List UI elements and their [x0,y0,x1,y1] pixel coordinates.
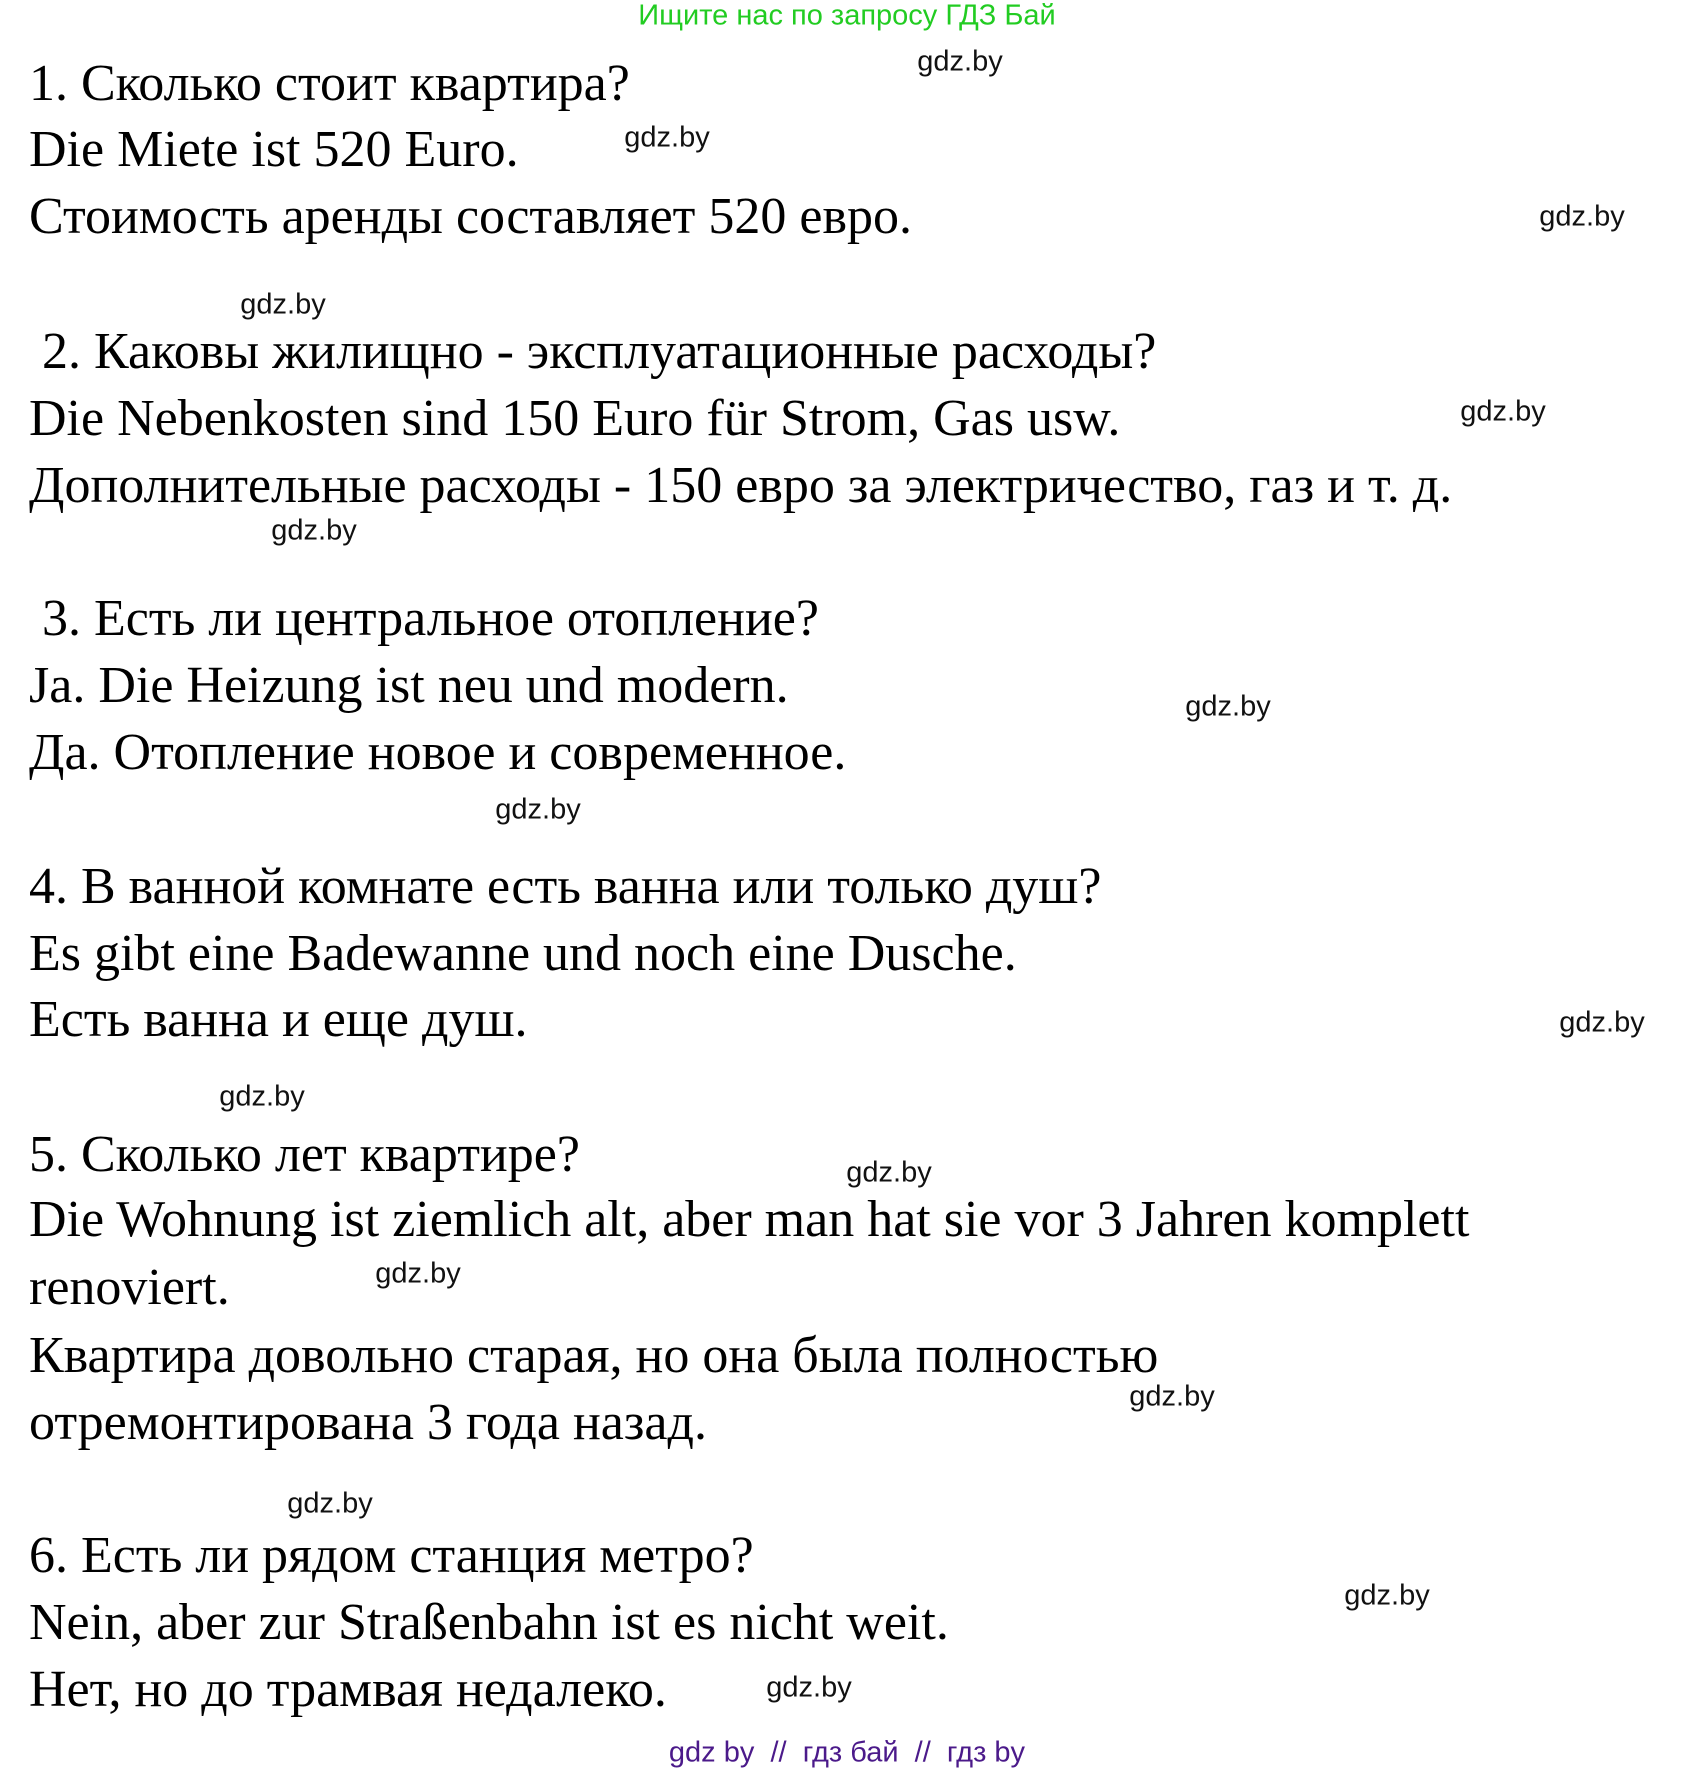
question: 2. Каковы жилищно - эксплуатационные расходы? [29,323,1157,380]
watermark: gdz.by [846,1156,932,1189]
answer-ru: Да. Отопление новое и современное. [29,724,847,781]
answer-de: Ja. Die Heizung ist neu und modern. [29,657,789,714]
answer-de: renoviert. [29,1259,230,1316]
watermark: gdz.by [917,45,1003,78]
question: 1. Сколько стоит квартира? [29,55,630,112]
watermark: gdz.by [240,288,326,321]
answer-ru: Стоимость аренды составляет 520 евро. [29,188,913,245]
question: 3. Есть ли центральное отопление? [29,590,819,647]
question: 4. В ванной комнате есть ванна или только душ? [29,858,1102,915]
answer-ru: Есть ванна и еще душ. [29,991,528,1048]
watermark: gdz.by [624,121,710,154]
watermark: gdz.by [375,1257,461,1290]
watermark: gdz.by [1344,1579,1430,1612]
answer-de: Nein, aber zur Straßenbahn ist es nicht weit. [29,1594,949,1651]
question: 6. Есть ли рядом станция метро? [29,1527,754,1584]
answer-de: Die Nebenkosten sind 150 Euro für Strom, Gas usw. [29,390,1121,447]
watermark: gdz.by [1539,200,1625,233]
watermark: gdz.by [495,793,581,826]
answer-ru: Квартира довольно старая, но она была полностью [29,1327,1159,1384]
answer-ru: Дополнительные расходы - 150 евро за электричество, газ и т. д. [29,457,1453,514]
watermark: gdz.by [219,1080,305,1113]
watermark: gdz.by [1460,395,1546,428]
watermark: gdz.by [271,514,357,547]
watermark: gdz.by [1559,1006,1645,1039]
watermark: gdz.by [1185,690,1271,723]
answer-de: Es gibt eine Badewanne und noch eine Dusche. [29,925,1017,982]
answer-ru: Нет, но до трамвая недалеко. [29,1661,667,1718]
answer-de: Die Miete ist 520 Euro. [29,121,519,178]
answer-de: Die Wohnung ist ziemlich alt, aber man hat sie vor 3 Jahren komplett [29,1191,1470,1248]
footer-links: gdz by // гдз бай // гдз by [668,1736,1026,1769]
header-banner: Ищите нас по запросу ГДЗ Бай [638,0,1056,32]
answer-ru: отремонтирована 3 года назад. [29,1394,707,1451]
watermark: gdz.by [1129,1380,1215,1413]
watermark: gdz.by [287,1487,373,1520]
watermark: gdz.by [766,1671,852,1704]
question: 5. Сколько лет квартире? [29,1126,580,1183]
